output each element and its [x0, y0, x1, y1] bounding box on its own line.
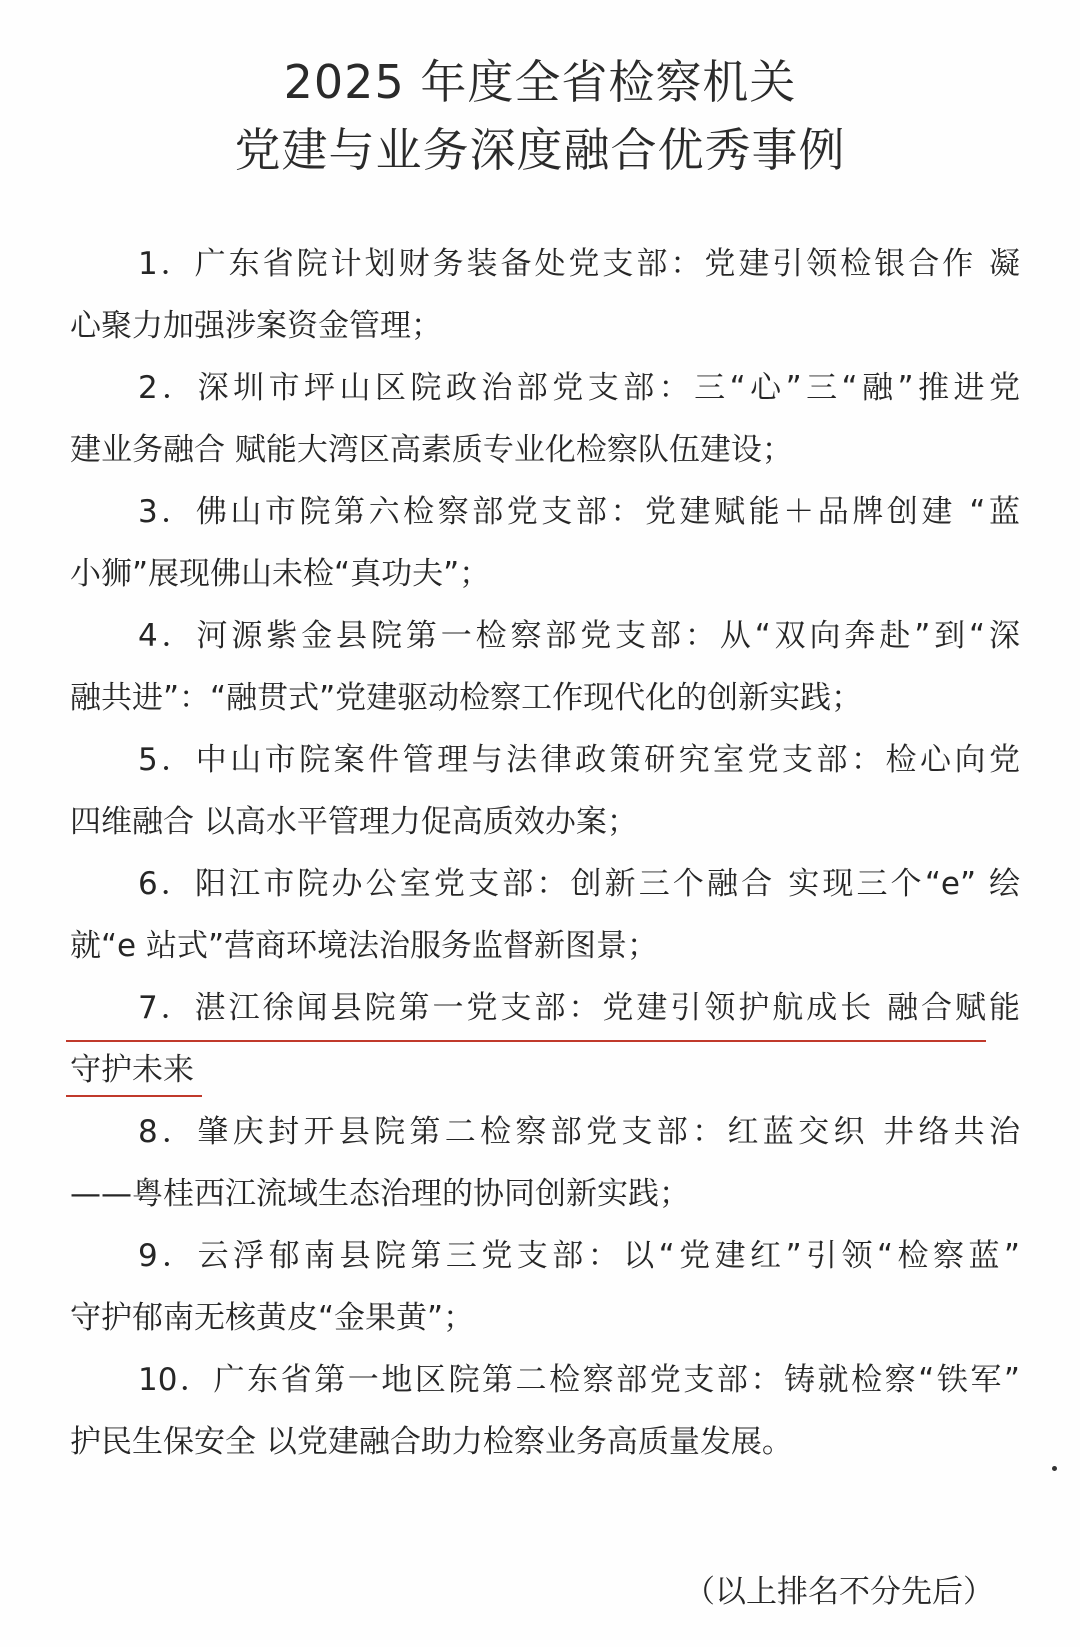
document-title-line-1: 2025 年度全省检察机关: [283, 55, 797, 109]
item-8-line-2: ——粤桂西江流域生态治理的协同创新实践；: [70, 1176, 690, 1212]
item-2-line-1: 2．深圳市坪山区院政治部党支部：三“心”三“融”推进党: [138, 370, 1020, 406]
item-5-line-2: 四维融合 以高水平管理力促高质效办案；: [70, 804, 638, 840]
item-7-line-2: 守护未来: [70, 1052, 194, 1088]
item-9-line-1: 9．云浮郁南县院第三党支部：以“党建红”引领“检察蓝”: [138, 1238, 1020, 1274]
item-1-line-2: 心聚力加强涉案资金管理；: [70, 308, 442, 344]
item-6-line-2: 就“e 站式”营商环境法治服务监督新图景；: [70, 928, 659, 964]
item-8-line-1: 8．肇庆封开县院第二检察部党支部：红蓝交织 井络共治: [138, 1114, 1020, 1150]
item-7-line-1: 7．湛江徐闻县院第一党支部：党建引领护航成长 融合赋能: [138, 990, 1020, 1026]
red-underline-line-1: [66, 1040, 986, 1042]
item-3-line-1: 3．佛山市院第六检察部党支部：党建赋能＋品牌创建 “蓝: [138, 494, 1020, 530]
stray-dot-mark: [1052, 1466, 1057, 1471]
item-5-line-1: 5．中山市院案件管理与法律政策研究室党支部：检心向党: [138, 742, 1020, 778]
item-6-line-1: 6．阳江市院办公室党支部：创新三个融合 实现三个“e” 绘: [138, 866, 1020, 902]
ranking-footnote: （以上排名不分先后）: [684, 1574, 994, 1610]
document-title-line-2: 党建与业务深度融合优秀事例: [234, 123, 846, 177]
item-1-line-1: 1．广东省院计划财务装备处党支部：党建引领检银合作 凝: [138, 246, 1020, 282]
item-9-line-2: 守护郁南无核黄皮“金果黄”；: [70, 1300, 475, 1336]
item-2-line-2: 建业务融合 赋能大湾区高素质专业化检察队伍建设；: [70, 432, 793, 468]
item-4-line-1: 4．河源紫金县院第一检察部党支部：从“双向奔赴”到“深: [138, 618, 1020, 654]
item-3-line-2: 小狮”展现佛山未检“真功夫”；: [70, 556, 491, 592]
item-4-line-2: 融共进”：“融贯式”党建驱动检察工作现代化的创新实践；: [70, 680, 863, 716]
item-10-line-1: 10．广东省第一地区院第二检察部党支部：铸就检察“铁军”: [138, 1362, 1020, 1398]
item-10-line-2: 护民生保安全 以党建融合助力检察业务高质量发展。: [70, 1424, 793, 1460]
red-underline-line-2: [66, 1095, 202, 1097]
